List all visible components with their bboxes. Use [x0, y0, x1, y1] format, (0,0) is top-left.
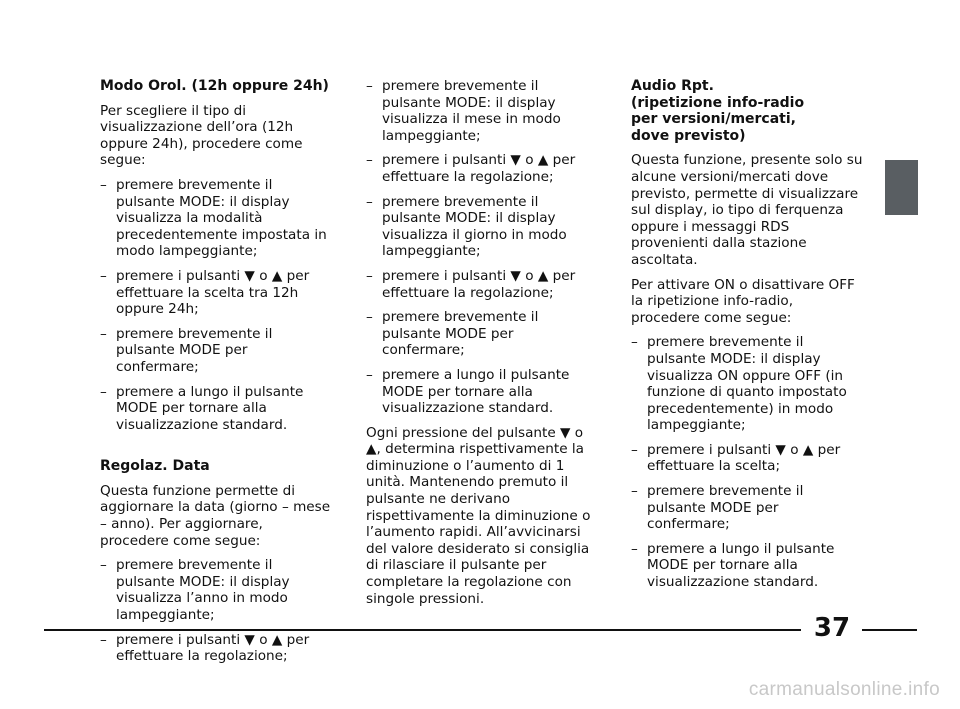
list-item: – premere brevemente il pulsante MODE per confermare;	[366, 309, 598, 359]
list-item: – premere a lungo il pulsante MODE per tornare alla visualizzazione standard.	[366, 367, 598, 417]
column-3	[631, 78, 863, 599]
list-item: – premere a lungo il pulsante MODE per tornare alla visualizzazione standard.	[100, 384, 332, 434]
section-heading-date: Regolaz. Data	[100, 458, 210, 475]
column-1	[100, 78, 332, 673]
paragraph: Per scegliere il tipo di visualizzazione dell’ora (12h oppure 24h), procedere come segue:	[100, 102, 303, 169]
footer-rule-right	[862, 629, 917, 631]
heading-line: (ripetizione info-radio	[631, 94, 805, 111]
paragraph: Questa funzione permette di aggiornare la data (giorno – mese – anno). Per aggiornare, procedere come segue:	[100, 482, 331, 549]
paragraph: Ogni pressione del pulsante ▼ o ▲, determina rispettivamente la diminuzione o l’aumento di 1 unità. Mantenendo premuto il pulsante ne derivano rispettivamente la diminuzione o l’aumento rapidi. All’avvicinarsi del valore desiderato si consiglia di rilasciare il pulsante per completare la regolazione con singole pressioni.	[366, 424, 591, 607]
paragraph: Questa funzione, presente solo su alcune versioni/mercati dove previsto, permette di visualizzare sul display, io tipo di ferquenza oppure i messaggi RDS provenienti dalla stazione ascoltata.	[631, 152, 863, 268]
list-item: – premere brevemente il pulsante MODE per confermare;	[631, 483, 863, 533]
section-heading-clock-mode: Modo Orol. (12h oppure 24h)	[100, 78, 329, 94]
heading-line: per versioni/mercati,	[631, 111, 796, 128]
watermark: carmanualsonline.info	[748, 679, 940, 700]
section-tab-marker	[885, 160, 918, 215]
list-item: – premere brevemente il pulsante MODE: il display visualizza il giorno in modo lampeggiante;	[366, 194, 598, 260]
paragraph: Per attivare ON o disattivare OFF la ripetizione info-radio, procedere come segue:	[631, 276, 855, 326]
list-item: – premere brevemente il pulsante MODE: il display visualizza l’anno in modo lampeggiante;	[100, 557, 332, 623]
column-2	[366, 78, 598, 615]
page-number: 37	[813, 613, 851, 643]
instruction-list	[100, 557, 332, 665]
list-item: – premere brevemente il pulsante MODE: il display visualizza ON oppure OFF (in funzione di quanto impostato precedentemente) in modo lampeggiante;	[631, 334, 863, 434]
footer-rule-left	[44, 629, 801, 631]
list-item: – premere a lungo il pulsante MODE per tornare alla visualizzazione standard.	[631, 541, 863, 591]
instruction-list	[631, 334, 863, 590]
list-item: – premere i pulsanti ▼ o ▲ per effettuare la regolazione;	[366, 152, 598, 185]
list-item: – premere i pulsanti ▼ o ▲ per effettuare la regolazione;	[100, 632, 332, 665]
section-heading-audio-rpt	[631, 78, 863, 144]
list-item: – premere brevemente il pulsante MODE: il display visualizza il mese in modo lampeggiante;	[366, 78, 598, 144]
list-item: – premere i pulsanti ▼ o ▲ per effettuare la scelta;	[631, 442, 863, 475]
heading-line: dove previsto)	[631, 127, 746, 144]
heading-line: Audio Rpt.	[631, 78, 714, 94]
instruction-list	[100, 177, 332, 433]
instruction-list	[366, 78, 598, 417]
list-item: – premere brevemente il pulsante MODE per confermare;	[100, 326, 332, 376]
list-item: – premere brevemente il pulsante MODE: il display visualizza la modalità precedentemente impostata in modo lampeggiante;	[100, 177, 332, 260]
list-item: – premere i pulsanti ▼ o ▲ per effettuare la scelta tra 12h oppure 24h;	[100, 268, 332, 318]
list-item: – premere i pulsanti ▼ o ▲ per effettuare la regolazione;	[366, 268, 598, 301]
